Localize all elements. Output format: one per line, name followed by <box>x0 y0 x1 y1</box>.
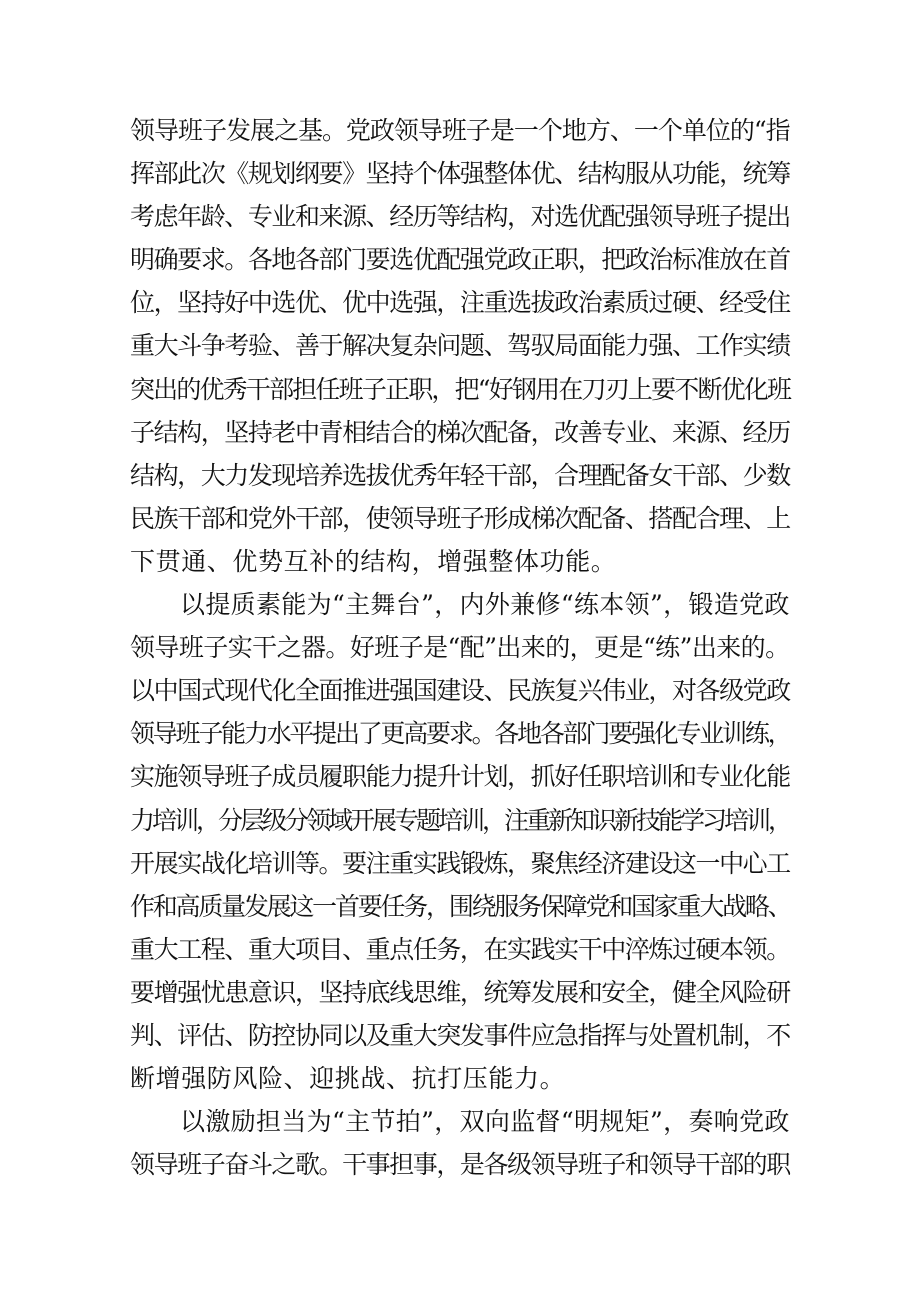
text-line: 挥部此次《规划纲要》坚持个体强整体优、结构服从功能，统筹 <box>130 159 790 189</box>
text-line: 民族干部和党外干部，使领导班子形成梯次配备、搭配合理、上 <box>130 503 790 533</box>
text-line: 作和高质量发展这一首要任务，围绕服务保障党和国家重大战略、 <box>130 891 791 921</box>
text-line: 断增强防风险、迎挑战、抗打压能力。 <box>130 1064 566 1094</box>
text-line: 以提质素能为“主舞台”，内外兼修“练本领”，锻造党政 <box>180 590 790 620</box>
text-line: 以中国式现代化全面推进强国建设、民族复兴伟业，对各级党政 <box>130 676 790 706</box>
text-line: 下贯通、优势互补的结构，增强整体功能。 <box>130 546 617 576</box>
text-line: 突出的优秀干部担任班子正职，把“好钢用在刀刃上要不断优化班 <box>130 374 791 404</box>
text-line: 开展实战化培训等。要注重实践锻炼，聚焦经济建设这一中心工 <box>130 848 790 878</box>
text-line: 明确要求。各地各部门要选优配强党政正职，把政治标准放在首 <box>130 245 790 275</box>
text-line: 结构，大力发现培养选拔优秀年轻干部，合理配备女干部、少数 <box>130 460 790 490</box>
text-line: 考虑年龄、专业和来源、经历等结构，对选优配强领导班子提出 <box>130 202 790 232</box>
text-line: 重大斗争考验、善于解决复杂问题、驾驭局面能力强、工作实绩 <box>130 331 790 361</box>
text-line: 位，坚持好中选优、优中选强，注重选拔政治素质过硬、经受住 <box>130 288 790 318</box>
text-line: 以激励担当为“主节拍”，双向监督“明规矩”，奏响党政 <box>180 1107 790 1137</box>
text-line: 子结构，坚持老中青相结合的梯次配备，改善专业、来源、经历 <box>130 417 790 447</box>
text-line: 实施领导班子成员履职能力提升计划，抓好任职培训和专业化能 <box>130 762 790 792</box>
text-line: 重大工程、重大项目、重点任务，在实践实干中淬炼过硬本领。 <box>130 934 790 964</box>
text-line: 领导班子奋斗之歌。干事担事，是各级领导班子和领导干部的职 <box>130 1150 790 1180</box>
text-line: 判、评估、防控协同以及重大突发事件应急指挥与处置机制，不 <box>130 1020 790 1050</box>
text-line: 领导班子能力水平提出了更高要求。各地各部门要强化专业训练， <box>130 719 791 749</box>
document-body <box>130 109 790 1186</box>
text-line: 力培训，分层级分领域开展专题培训，注重新知识新技能学习培训， <box>130 805 791 835</box>
text-line: 要增强忧患意识，坚持底线思维，统筹发展和安全，健全风险研 <box>130 977 790 1007</box>
text-line: 领导班子实干之器。好班子是“配”出来的，更是“练”出来的。 <box>130 633 790 663</box>
text-line: 领导班子发展之基。党政领导班子是一个地方、一个单位的“指 <box>130 116 790 145</box>
